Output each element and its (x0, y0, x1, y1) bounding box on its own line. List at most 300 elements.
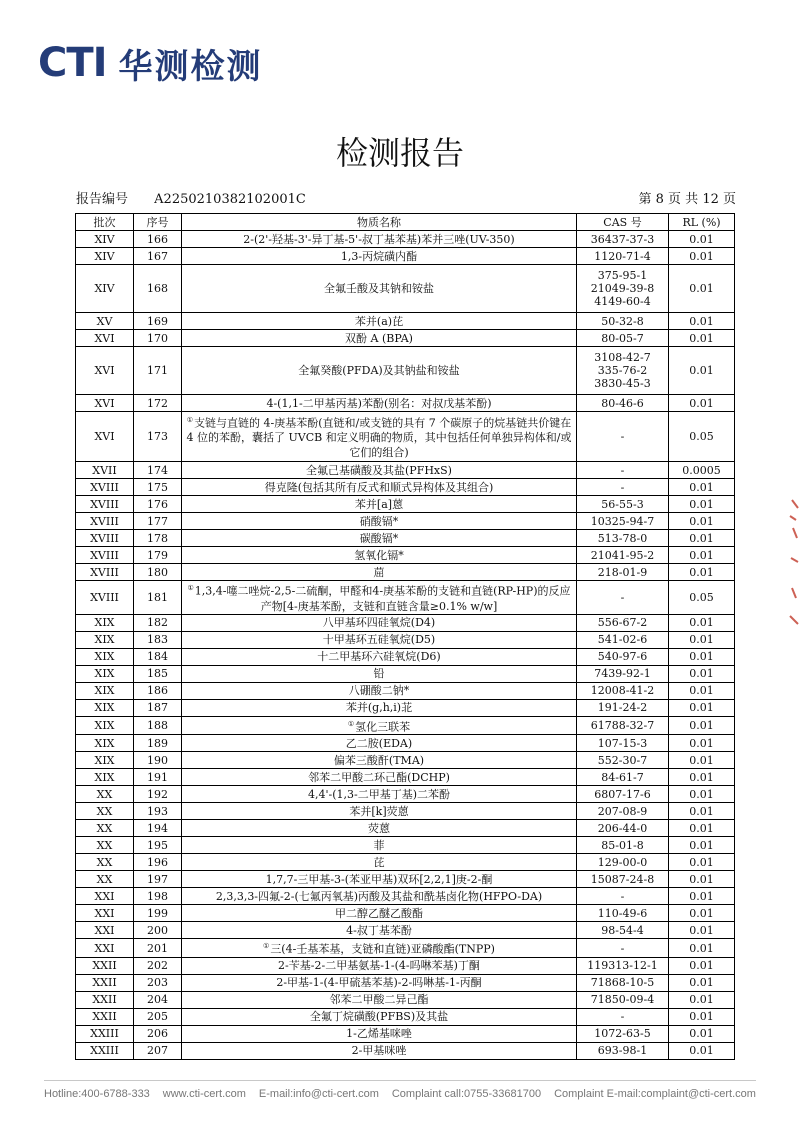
cell-name (182, 631, 577, 648)
cell-name-text: 苯并[a]蒽 (354, 497, 404, 511)
cell-no (134, 974, 182, 991)
cell-cas (577, 957, 669, 974)
cell-batch (76, 412, 134, 462)
cell-rl-text: 0.01 (689, 396, 714, 410)
cell-no (134, 803, 182, 820)
cell-rl-text: 0.01 (689, 941, 714, 955)
cell-name-text: 1,3,4-噻二唑烷-2,5-二硫酮，甲醛和4-庚基苯酚的支链和直链(RP-HP)的反应产物[4-庚基苯酚，支链和直链含量≥0.1% w/w] (194, 584, 571, 613)
cell-batch (76, 939, 134, 958)
cell-batch (76, 682, 134, 699)
cell-batch (76, 888, 134, 905)
logo-cn-text: 华测检测 (118, 46, 263, 87)
cell-rl (669, 665, 735, 682)
cell-batch (76, 1042, 134, 1059)
cell-rl (669, 614, 735, 631)
cell-rl (669, 939, 735, 958)
cell-no-text: 202 (147, 959, 168, 973)
table-row (76, 547, 735, 564)
cell-name (182, 479, 577, 496)
cell-rl-text: 0.01 (689, 1010, 714, 1024)
table-row (76, 513, 735, 530)
cell-name-text: 1,3-丙烷磺内酯 (340, 249, 418, 263)
cell-cas-text: 107-15-3 (597, 736, 648, 750)
cell-batch-text: XVI (94, 430, 115, 443)
cell-no (134, 395, 182, 412)
cell-no (134, 530, 182, 547)
cell-batch-text: XXI (94, 889, 115, 903)
cell-cas-text: 71850-09-4 (590, 993, 655, 1007)
cell-batch (76, 614, 134, 631)
cell-name (182, 1042, 577, 1059)
cell-batch (76, 854, 134, 871)
cell-no-text: 192 (147, 787, 168, 801)
cell-name (182, 313, 577, 330)
cell-name-text: 甲二醇乙醚乙酸酯 (335, 906, 423, 920)
cell-rl (669, 905, 735, 922)
cell-name-text: 荧蒽 (368, 821, 390, 835)
cell-batch (76, 265, 134, 313)
cell-name (182, 530, 577, 547)
cell-name (182, 735, 577, 752)
cell-cas-text: 540-97-6 (597, 650, 648, 664)
cell-name-text: 苯并[k]荧蒽 (349, 804, 409, 818)
cell-no-text: 190 (147, 753, 168, 767)
cell-no-text: 171 (147, 364, 168, 377)
col-header-rl: RL (%) (669, 214, 735, 231)
cell-no-text: 182 (147, 616, 168, 630)
cell-batch (76, 905, 134, 922)
cell-cas-text: - (620, 1010, 625, 1024)
cell-batch-text: XVIII (90, 514, 119, 528)
footer-hotline: Hotline:400-6788-333 (44, 1088, 150, 1100)
cell-cas (577, 231, 669, 248)
cell-name (182, 462, 577, 479)
cell-rl-text: 0.01 (689, 314, 714, 328)
cell-cas-text: 218-01-9 (597, 565, 648, 579)
table-row (76, 803, 735, 820)
report-number-block (76, 188, 306, 207)
cell-rl (669, 265, 735, 313)
cell-name (182, 395, 577, 412)
cell-cas (577, 769, 669, 786)
cell-batch-text: XVII (92, 463, 117, 477)
cell-batch (76, 716, 134, 735)
cell-rl-text: 0.05 (689, 430, 714, 443)
cell-rl-text: 0.01 (689, 770, 714, 784)
cell-cas (577, 837, 669, 854)
cell-name (182, 837, 577, 854)
cell-cas (577, 716, 669, 735)
cell-cas-text: 84-61-7 (601, 770, 644, 784)
footer (44, 1088, 756, 1100)
cell-cas (577, 803, 669, 820)
cell-rl-text: 0.01 (689, 1027, 714, 1041)
cell-no (134, 564, 182, 581)
cell-cas (577, 581, 669, 615)
cell-batch-text: XX (96, 804, 113, 818)
cell-batch (76, 665, 134, 682)
table-row (76, 682, 735, 699)
cell-no (134, 513, 182, 530)
cell-no-text: 188 (147, 718, 168, 732)
footer-email[interactable]: E-mail:info@cti-cert.com (258, 1088, 379, 1100)
cell-no-text: 173 (147, 430, 168, 443)
cell-no (134, 1025, 182, 1042)
table-row (76, 974, 735, 991)
cell-cas-text: 119313-12-1 (587, 959, 658, 973)
cell-rl (669, 888, 735, 905)
cell-name (182, 854, 577, 871)
table-row (76, 412, 735, 462)
cell-batch-text: XV (96, 314, 113, 328)
cell-name-text: 2-甲基-1-(4-甲硫基苯基)-2-吗啉基-1-丙酮 (276, 976, 482, 990)
cell-batch-text: XXII (92, 976, 117, 990)
cell-no-text: 170 (147, 331, 168, 345)
cell-name (182, 248, 577, 265)
col-header-cas: CAS 号 (577, 214, 669, 231)
cell-no-text: 191 (147, 770, 168, 784)
cell-name (182, 974, 577, 991)
cell-cas-text: 21041-95-2 (590, 548, 655, 562)
cell-name-text: 全氟壬酸及其钠和铵盐 (324, 282, 434, 295)
cell-rl (669, 716, 735, 735)
cell-name-text: 4-(1,1-二甲基丙基)苯酚(别名：对叔戊基苯酚) (266, 396, 492, 410)
cell-name (182, 991, 577, 1008)
cell-cas (577, 888, 669, 905)
cell-rl-text: 0.01 (689, 548, 714, 562)
cell-rl (669, 479, 735, 496)
stamp-mark (786, 498, 800, 628)
cell-name-text: 1,7,7-三甲基-3-(苯亚甲基)双环[2,2,1]庚-2-酮 (265, 872, 493, 886)
cell-no-text: 179 (147, 548, 168, 562)
cell-cas (577, 735, 669, 752)
table-row (76, 631, 735, 648)
report-number: A2250210382102001C (154, 192, 306, 207)
cell-rl (669, 991, 735, 1008)
cell-rl (669, 496, 735, 513)
cell-cas-text: 85-01-8 (601, 838, 644, 852)
cell-batch-text: XIV (94, 232, 115, 246)
table-row (76, 769, 735, 786)
cell-name-text: 2-苄基-2-二甲基氨基-1-(4-吗啉苯基)丁酮 (278, 959, 480, 973)
table-row (76, 905, 735, 922)
table-row (76, 648, 735, 665)
cell-name (182, 665, 577, 682)
table-row (76, 699, 735, 716)
cell-rl-text: 0.01 (689, 633, 714, 647)
cell-cas-text: - (620, 430, 625, 443)
cell-no-text: 178 (147, 531, 168, 545)
cell-batch-text: XVIII (90, 548, 119, 562)
cell-batch (76, 496, 134, 513)
cell-name (182, 648, 577, 665)
cell-rl (669, 547, 735, 564)
cell-cas-text: 129-00-0 (597, 855, 648, 869)
cell-batch (76, 871, 134, 888)
cell-rl (669, 462, 735, 479)
cell-no (134, 991, 182, 1008)
cell-no (134, 631, 182, 648)
cell-batch-text: XVIII (90, 590, 119, 604)
cell-name-text: 䓛 (373, 565, 385, 579)
logo-cti-text: CTI (38, 40, 107, 86)
cell-name-text: 硝酸镉* (359, 514, 399, 528)
cell-rl-text: 0.01 (689, 736, 714, 750)
table-row (76, 462, 735, 479)
cell-name-text: 铅 (373, 667, 385, 681)
cell-no-text: 181 (147, 590, 168, 604)
cell-batch-text: XXI (94, 941, 115, 955)
table-row (76, 837, 735, 854)
cell-cas (577, 905, 669, 922)
cell-no (134, 905, 182, 922)
cell-name (182, 888, 577, 905)
cell-cas-text: 15087-24-8 (590, 872, 655, 886)
cell-rl (669, 1025, 735, 1042)
cell-batch (76, 769, 134, 786)
cell-cas (577, 513, 669, 530)
table-row (76, 614, 735, 631)
cell-no (134, 716, 182, 735)
cell-rl-text: 0.01 (689, 959, 714, 973)
cell-no (134, 786, 182, 803)
table-row (76, 395, 735, 412)
cell-cas-text: - (620, 889, 625, 903)
cell-no (134, 347, 182, 395)
cell-batch (76, 803, 134, 820)
cell-no-text: 201 (147, 941, 168, 955)
page-title: 检测报告 (335, 134, 464, 172)
cell-batch (76, 820, 134, 837)
cell-name (182, 1008, 577, 1025)
cell-no (134, 769, 182, 786)
col-header-name: 物质名称 (182, 214, 577, 231)
cell-no (134, 665, 182, 682)
table-row (76, 1025, 735, 1042)
table-row (76, 752, 735, 769)
cell-batch (76, 564, 134, 581)
cell-rl (669, 631, 735, 648)
cell-cas (577, 939, 669, 958)
cell-cas (577, 395, 669, 412)
cell-cas (577, 330, 669, 347)
cell-name-text: 碳酸镉* (359, 531, 399, 545)
footer-complaint-call: Complaint call:0755-33681700 (391, 1088, 542, 1100)
cell-batch (76, 699, 134, 716)
cell-cas-text: 50-32-8 (601, 314, 644, 328)
footer-website[interactable]: www.cti-cert.com (162, 1088, 246, 1100)
cell-no (134, 479, 182, 496)
cell-rl (669, 820, 735, 837)
cell-no-text: 193 (147, 804, 168, 818)
cell-rl (669, 248, 735, 265)
table-row (76, 347, 735, 395)
cell-cas-text: 7439-92-1 (594, 667, 651, 681)
cell-batch (76, 530, 134, 547)
cell-no-text: 174 (147, 463, 168, 477)
cell-rl (669, 1042, 735, 1059)
cell-rl-text: 0.01 (689, 787, 714, 801)
cell-no (134, 496, 182, 513)
cell-batch-text: XIX (94, 684, 115, 698)
cell-name (182, 330, 577, 347)
cell-rl-text: 0.01 (689, 993, 714, 1007)
cell-batch-text: XXII (92, 959, 117, 973)
cell-name (182, 682, 577, 699)
cell-cas-text: 541-02-6 (597, 633, 648, 647)
cell-no (134, 547, 182, 564)
cell-batch-text: XIX (94, 770, 115, 784)
cell-name-text: 乙二胺(EDA) (345, 736, 413, 750)
cell-batch-text: XX (96, 821, 113, 835)
cell-cas (577, 871, 669, 888)
cell-rl-text: 0.01 (689, 282, 714, 295)
cell-batch (76, 547, 134, 564)
cell-cas-text: - (620, 463, 625, 477)
cell-no (134, 1008, 182, 1025)
cell-name-text: 2-(2'-羟基-3'-异丁基-5'-叔丁基苯基)苯并三唑(UV-350) (243, 232, 515, 246)
cell-batch (76, 957, 134, 974)
cell-rl-text: 0.0005 (682, 463, 721, 477)
cell-no-text: 205 (147, 1010, 168, 1024)
cell-rl-text: 0.01 (689, 701, 714, 715)
cell-rl-text: 0.01 (689, 718, 714, 732)
cell-batch (76, 330, 134, 347)
table-header-row (76, 214, 735, 231)
substance-table (75, 213, 735, 1060)
cell-name-text: 氢化三联苯 (355, 720, 411, 734)
cell-batch-text: XIX (94, 650, 115, 664)
cell-no-text: 197 (147, 872, 168, 886)
col-header-no: 序号 (134, 214, 182, 231)
cell-batch-text: XX (96, 855, 113, 869)
table-row (76, 735, 735, 752)
cell-rl-text: 0.01 (689, 753, 714, 767)
cell-name (182, 547, 577, 564)
cell-rl (669, 854, 735, 871)
footer-complaint-email[interactable]: Complaint E-mail:complaint@cti-cert.com (554, 1088, 756, 1100)
cell-batch (76, 974, 134, 991)
report-number-label: 报告编号 (76, 192, 129, 207)
cell-batch-text: XIX (94, 701, 115, 715)
cell-name-text: 2-甲基咪唑 (351, 1044, 407, 1058)
cell-rl-text: 0.01 (689, 889, 714, 903)
cell-batch-text: XX (96, 838, 113, 852)
cell-cas (577, 496, 669, 513)
cell-no (134, 752, 182, 769)
cell-rl-text: 0.01 (689, 855, 714, 869)
cell-name (182, 265, 577, 313)
cell-cas (577, 631, 669, 648)
cell-batch (76, 347, 134, 395)
table-row (76, 1042, 735, 1059)
cell-cas (577, 347, 669, 395)
cell-rl-text: 0.01 (689, 650, 714, 664)
cell-cas (577, 412, 669, 462)
table-row (76, 939, 735, 958)
cell-rl (669, 786, 735, 803)
cell-rl (669, 231, 735, 248)
cell-rl (669, 871, 735, 888)
cell-no (134, 313, 182, 330)
cell-cas-text: 1072-63-5 (594, 1027, 651, 1041)
cell-rl-text: 0.01 (689, 514, 714, 528)
cell-name-text: 十二甲基环六硅氧烷(D6) (317, 650, 441, 664)
cell-batch (76, 248, 134, 265)
cell-no (134, 1042, 182, 1059)
cell-name-text: 八甲基环四硅氧烷(D4) (322, 616, 436, 630)
cell-rl (669, 513, 735, 530)
cell-name-text: 4,4'-(1,3-二甲基丁基)二苯酚 (307, 787, 451, 801)
cell-no-text: 207 (147, 1044, 168, 1058)
cell-rl (669, 1008, 735, 1025)
table-row (76, 854, 735, 871)
cell-rl (669, 752, 735, 769)
cell-batch-text: XVI (94, 364, 115, 377)
cell-name (182, 716, 577, 735)
cell-rl (669, 530, 735, 547)
cell-rl (669, 922, 735, 939)
cell-no (134, 854, 182, 871)
table-row (76, 496, 735, 513)
cell-cas-text: 513-78-0 (597, 531, 648, 545)
cell-name (182, 922, 577, 939)
table-row (76, 922, 735, 939)
cell-name (182, 752, 577, 769)
cell-no-text: 167 (147, 249, 168, 263)
cell-no (134, 462, 182, 479)
cell-name-text: 得克隆(包括其所有反式和顺式异构体及其组合) (264, 480, 494, 494)
cell-rl (669, 581, 735, 615)
cell-cas (577, 820, 669, 837)
cell-no-text: 206 (147, 1027, 168, 1041)
cell-cas-text: 61788-32-7 (590, 718, 655, 732)
cell-rl-text: 0.01 (689, 923, 714, 937)
cell-cas-text: 552-30-7 (597, 753, 648, 767)
cell-cas (577, 547, 669, 564)
cell-rl-text: 0.01 (689, 249, 714, 263)
table-row (76, 248, 735, 265)
footnote-marker: ① (187, 584, 194, 592)
cell-cas-text: 375-95-1 21049-39-8 4149-60-4 (590, 269, 655, 308)
cell-name (182, 699, 577, 716)
cell-name-text: 全氟丁烷磺酸(PFBS)及其盐 (309, 1010, 449, 1024)
cell-no-text: 195 (147, 838, 168, 852)
cell-cas-text: 98-54-4 (601, 923, 644, 937)
cell-name (182, 614, 577, 631)
cell-no-text: 186 (147, 684, 168, 698)
cell-name (182, 412, 577, 462)
table-row (76, 716, 735, 735)
cell-cas-text: - (620, 480, 625, 494)
cell-batch-text: XIX (94, 633, 115, 647)
cell-rl (669, 803, 735, 820)
cell-name (182, 803, 577, 820)
cell-cas (577, 1042, 669, 1059)
cell-name (182, 513, 577, 530)
cell-batch-text: XVIII (90, 497, 119, 511)
cell-no-text: 203 (147, 976, 168, 990)
cell-no (134, 330, 182, 347)
cell-cas-text: 206-44-0 (597, 821, 648, 835)
cell-rl-text: 0.01 (689, 364, 714, 377)
cell-batch (76, 922, 134, 939)
page-info: 第 8 页 共 12 页 (638, 192, 736, 207)
cell-cas (577, 530, 669, 547)
cell-batch (76, 648, 134, 665)
cell-cas-text: 1120-71-4 (594, 249, 651, 263)
cell-no-text: 180 (147, 565, 168, 579)
